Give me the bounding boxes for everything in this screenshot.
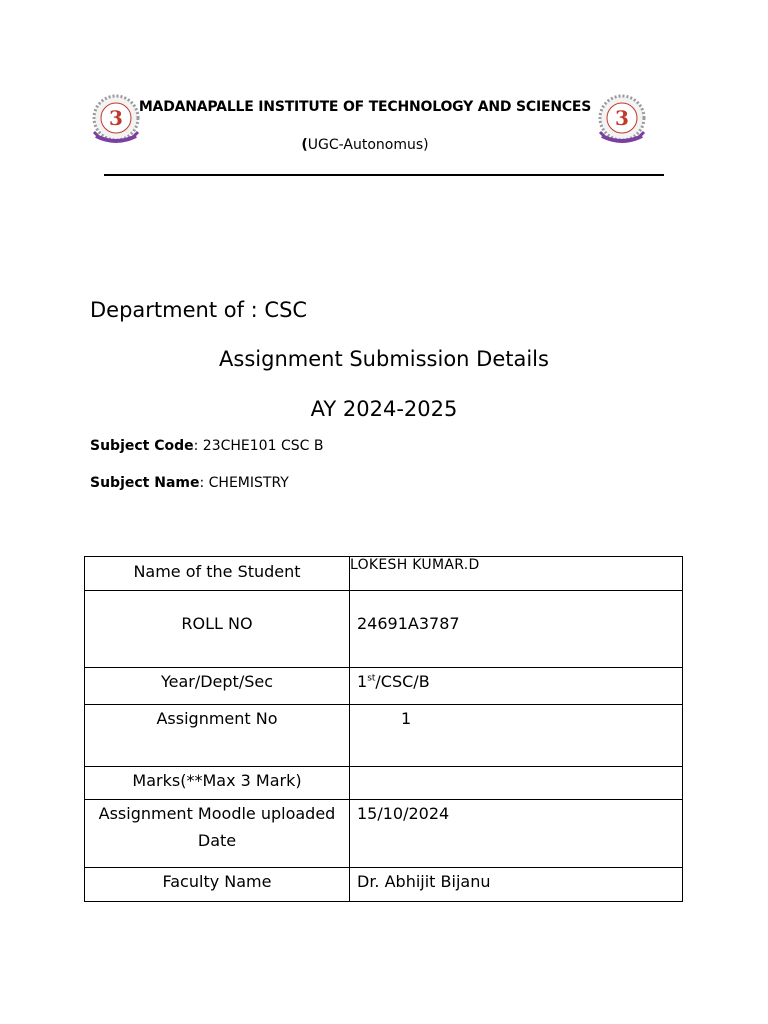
subtitle-text: UGC-Autonomus): [307, 137, 429, 153]
table-row: [85, 705, 683, 767]
row-value: [350, 868, 683, 902]
year-dept-sec: 1st/CSC/B: [357, 672, 430, 691]
row-value: [350, 668, 683, 705]
table-row: [85, 800, 683, 868]
subject-name-line: [90, 475, 289, 491]
page-title: Assignment Submission Details: [219, 347, 549, 371]
subject-code-value: : 23CHE101 CSC B: [193, 438, 324, 454]
row-label: Assignment No: [85, 705, 350, 767]
row-label: Faculty Name: [85, 868, 350, 902]
roll-number: 24691A3787: [357, 614, 460, 633]
table-row: [85, 591, 683, 668]
subject-name-label: Subject Name: [90, 475, 200, 491]
faculty-name: Dr. Abhijit Bijanu: [357, 872, 491, 891]
table-row: [85, 668, 683, 705]
row-value: [350, 557, 683, 591]
institute-subtitle: [130, 137, 600, 153]
student-name: LOKESH KUMAR.D: [350, 557, 480, 573]
table-row: [85, 767, 683, 800]
svg-text:3: 3: [109, 106, 123, 130]
academic-year: AY 2024-2025: [310, 397, 458, 421]
details-table: [84, 556, 683, 902]
table-row: [85, 868, 683, 902]
institute-name: MADANAPALLE INSTITUTE OF TECHNOLOGY AND SCIENCES: [138, 99, 592, 115]
table-row: [85, 557, 683, 591]
row-label: ROLL NO: [85, 591, 350, 668]
row-label: Assignment Moodle uploaded Date: [85, 800, 350, 868]
assignment-number: 1: [401, 709, 412, 728]
subject-name-value: : CHEMISTRY: [199, 475, 289, 491]
subject-code-label: Subject Code: [90, 438, 194, 454]
subject-code-line: [90, 438, 323, 454]
row-label: Year/Dept/Sec: [85, 668, 350, 705]
row-value: [350, 591, 683, 668]
row-value: [350, 800, 683, 868]
upload-date: 15/10/2024: [357, 804, 450, 823]
subtitle-paren: (: [301, 137, 308, 153]
college-emblem-icon: [596, 92, 648, 148]
row-label: Marks(**Max 3 Mark): [85, 767, 350, 800]
header-divider: [104, 174, 664, 176]
row-value: [350, 767, 683, 800]
svg-text:3: 3: [615, 106, 629, 130]
department-line: Department of : CSC: [90, 298, 308, 322]
row-value: [350, 705, 683, 767]
row-label: Name of the Student: [85, 557, 350, 591]
